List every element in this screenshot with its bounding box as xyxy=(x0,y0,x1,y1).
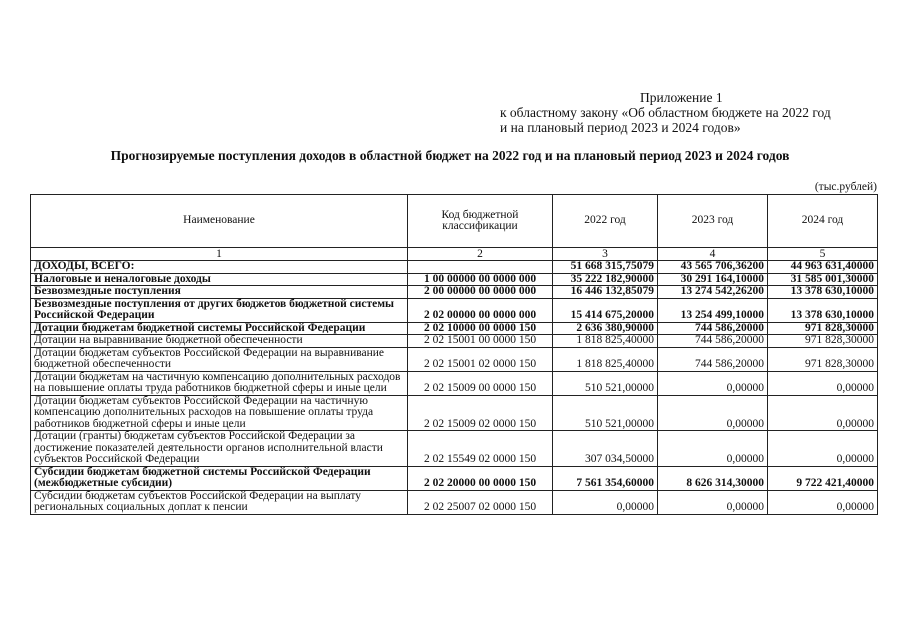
row-value-2024: 0,00000 xyxy=(768,395,878,431)
row-value-2022: 16 446 132,85079 xyxy=(553,286,658,299)
document-title: Прогнозируемые поступления доходов в областной бюджет на 2022 год и на плановый период 2023 и 2024 годов xyxy=(110,148,790,163)
row-code: 2 02 15001 00 0000 150 xyxy=(408,335,553,348)
row-code: 2 02 15549 02 0000 150 xyxy=(408,431,553,467)
row-value-2022: 51 668 315,75079 xyxy=(553,261,658,274)
row-value-2022: 15 414 675,20000 xyxy=(553,298,658,322)
row-name: Дотации на выравнивание бюджетной обеспеченности xyxy=(31,335,408,348)
row-value-2022: 35 222 182,90000 xyxy=(553,273,658,286)
row-name: Безвозмездные поступления xyxy=(31,286,408,299)
row-name: Дотации бюджетам субъектов Российской Федерации на выравнивание бюджетной обеспеченности xyxy=(31,347,408,371)
row-value-2023: 744 586,20000 xyxy=(658,347,768,371)
column-number: 5 xyxy=(768,248,878,261)
column-number: 4 xyxy=(658,248,768,261)
column-number: 1 xyxy=(31,248,408,261)
table-row xyxy=(31,261,878,274)
table-row xyxy=(31,335,878,348)
table-row xyxy=(31,395,878,431)
row-value-2022: 510 521,00000 xyxy=(553,371,658,395)
row-value-2023: 8 626 314,30000 xyxy=(658,466,768,490)
row-value-2024: 0,00000 xyxy=(768,490,878,514)
row-value-2023: 13 254 499,10000 xyxy=(658,298,768,322)
row-value-2022: 0,00000 xyxy=(553,490,658,514)
table-header-row xyxy=(31,195,878,248)
row-value-2022: 510 521,00000 xyxy=(553,395,658,431)
row-code: 2 00 00000 00 0000 000 xyxy=(408,286,553,299)
table-row xyxy=(31,431,878,467)
row-value-2023: 13 274 542,26200 xyxy=(658,286,768,299)
table-row xyxy=(31,322,878,335)
appendix-note xyxy=(500,90,890,135)
row-name: Дотации бюджетам бюджетной системы Российской Федерации xyxy=(31,322,408,335)
row-value-2024: 13 378 630,10000 xyxy=(768,286,878,299)
row-value-2023: 43 565 706,36200 xyxy=(658,261,768,274)
row-name: Налоговые и неналоговые доходы xyxy=(31,273,408,286)
table-row xyxy=(31,286,878,299)
appendix-number: Приложение 1 xyxy=(640,90,723,105)
revenue-table xyxy=(30,194,878,515)
appendix-planning-period: и на плановый период 2023 и 2024 годов» xyxy=(500,120,741,135)
column-number: 3 xyxy=(553,248,658,261)
table-row xyxy=(31,273,878,286)
table-row xyxy=(31,347,878,371)
row-name: Дотации (гранты) бюджетам субъектов Российской Федерации за достижение показателей деятельности органов исполнительной власти субъектов Российской Федерации xyxy=(31,431,408,467)
row-value-2023: 0,00000 xyxy=(658,395,768,431)
row-code: 2 02 15009 02 0000 150 xyxy=(408,395,553,431)
table-body xyxy=(31,261,878,515)
row-value-2022: 1 818 825,40000 xyxy=(553,347,658,371)
row-value-2022: 7 561 354,60000 xyxy=(553,466,658,490)
row-code: 2 02 00000 00 0000 000 xyxy=(408,298,553,322)
row-value-2022: 1 818 825,40000 xyxy=(553,335,658,348)
row-value-2023: 30 291 164,10000 xyxy=(658,273,768,286)
row-name: Дотации бюджетам на частичную компенсацию дополнительных расходов на повышение оплаты труда работников бюджетной сферы и иные цели xyxy=(31,371,408,395)
header-name: Наименование xyxy=(31,195,408,248)
units-label: (тыс.рублей) xyxy=(814,181,877,193)
header-code: Код бюджетной классификации xyxy=(408,195,553,248)
table-row xyxy=(31,298,878,322)
row-value-2024: 0,00000 xyxy=(768,431,878,467)
row-value-2023: 744 586,20000 xyxy=(658,322,768,335)
header-2022: 2022 год xyxy=(553,195,658,248)
appendix-law-reference: к областному закону «Об областном бюджете на 2022 год xyxy=(500,105,831,120)
row-value-2023: 0,00000 xyxy=(658,431,768,467)
column-number-row xyxy=(31,248,878,261)
row-code xyxy=(408,261,553,274)
row-value-2023: 744 586,20000 xyxy=(658,335,768,348)
header-2024: 2024 год xyxy=(768,195,878,248)
row-value-2024: 971 828,30000 xyxy=(768,347,878,371)
row-value-2024: 13 378 630,10000 xyxy=(768,298,878,322)
row-name: Безвозмездные поступления от других бюджетов бюджетной системы Российской Федерации xyxy=(31,298,408,322)
table-row xyxy=(31,371,878,395)
row-value-2024: 971 828,30000 xyxy=(768,322,878,335)
row-value-2024: 971 828,30000 xyxy=(768,335,878,348)
row-name: Субсидии бюджетам субъектов Российской Федерации на выплату региональных социальных доплат к пенсии xyxy=(31,490,408,514)
row-code: 2 02 10000 00 0000 150 xyxy=(408,322,553,335)
table-row xyxy=(31,466,878,490)
row-value-2024: 44 963 631,40000 xyxy=(768,261,878,274)
row-name: Субсидии бюджетам бюджетной системы Российской Федерации (межбюджетные субсидии) xyxy=(31,466,408,490)
row-code: 2 02 15001 02 0000 150 xyxy=(408,347,553,371)
row-value-2023: 0,00000 xyxy=(658,371,768,395)
row-value-2022: 307 034,50000 xyxy=(553,431,658,467)
row-code: 2 02 15009 00 0000 150 xyxy=(408,371,553,395)
row-name: ДОХОДЫ, ВСЕГО: xyxy=(31,261,408,274)
row-code: 1 00 00000 00 0000 000 xyxy=(408,273,553,286)
header-2023: 2023 год xyxy=(658,195,768,248)
row-value-2024: 31 585 001,30000 xyxy=(768,273,878,286)
row-name: Дотации бюджетам субъектов Российской Федерации на частичную компенсацию дополнительных расходов на повышение оплаты труда работников бюджетной сферы и иные цели xyxy=(31,395,408,431)
row-value-2024: 9 722 421,40000 xyxy=(768,466,878,490)
column-number: 2 xyxy=(408,248,553,261)
row-value-2022: 2 636 380,90000 xyxy=(553,322,658,335)
table-row xyxy=(31,490,878,514)
row-value-2023: 0,00000 xyxy=(658,490,768,514)
row-code: 2 02 25007 02 0000 150 xyxy=(408,490,553,514)
row-code: 2 02 20000 00 0000 150 xyxy=(408,466,553,490)
row-value-2024: 0,00000 xyxy=(768,371,878,395)
